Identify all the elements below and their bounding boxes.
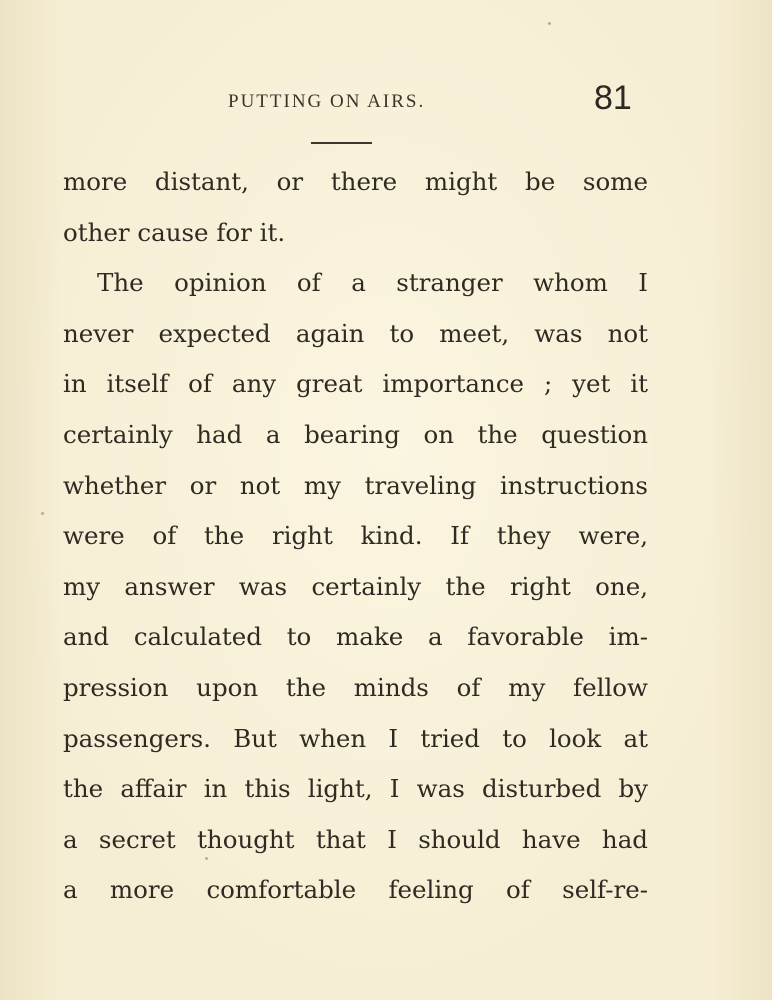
text-line: the affair in this light, I was disturbed by (63, 774, 648, 804)
body-text (63, 157, 648, 916)
text-line: pression upon the minds of my fellow (63, 672, 648, 702)
text-line: other cause for it. (63, 217, 286, 247)
text-line: a more comfortable feeling of self-re- (63, 875, 648, 905)
paper-speck (205, 857, 208, 860)
text-line: more distant, or there might be some (63, 167, 648, 196)
text-line: passengers. But when I tried to look at (63, 723, 648, 753)
text-line: a secret thought that I should have had (63, 824, 648, 854)
text-line: never expected again to meet, was not (63, 318, 648, 348)
text-line: certainly had a bearing on the question (63, 419, 648, 449)
paper-speck (41, 512, 44, 515)
text-line: The opinion of a stranger whom I (97, 268, 648, 298)
text-line: whether or not my traveling instructions (63, 470, 648, 500)
header-rule (311, 142, 372, 144)
running-head-title: PUTTING ON AIRS. (228, 91, 426, 112)
text-line: were of the right kind. If they were, (63, 521, 648, 551)
running-head (0, 79, 772, 125)
text-line: and calculated to make a favorable im- (63, 622, 648, 652)
paper-speck (548, 22, 551, 25)
text-line: my answer was certainly the right one, (63, 571, 648, 601)
page-number: 81 (594, 79, 632, 117)
text-line: in itself of any great importance ; yet it (63, 369, 648, 399)
